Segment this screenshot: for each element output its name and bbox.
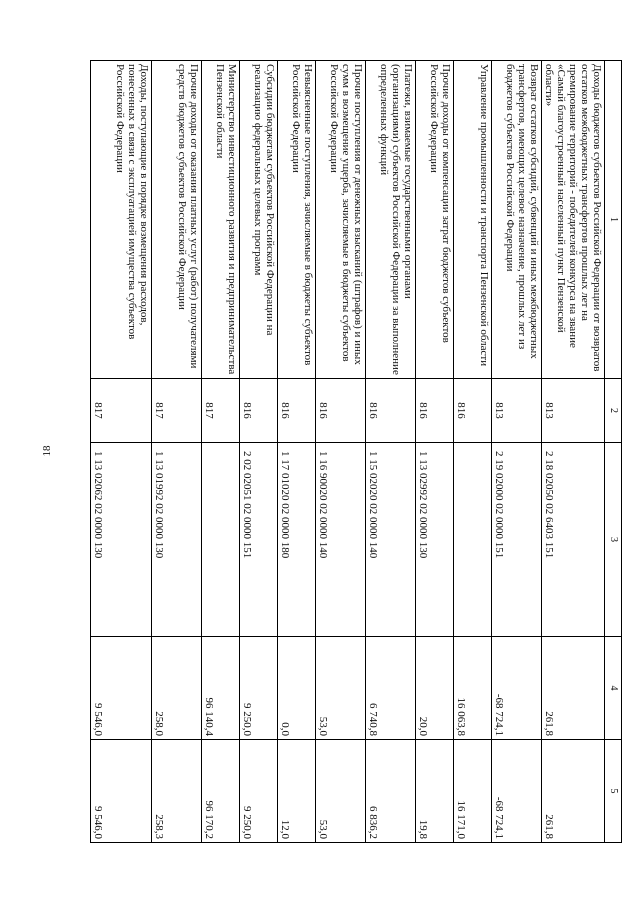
amount-col5-cell: 261,8 <box>542 740 605 843</box>
revenue-name-cell: Невыясненные поступления, зачисляемые в бюджеты субъектов Российской Федерации <box>278 61 316 379</box>
admin-code-cell: 816 <box>240 379 278 443</box>
revenue-name-cell: Министерство инвестиционного развития и предпринимательства Пензенской области <box>202 61 240 379</box>
amount-col5-cell: 96 170,2 <box>202 740 240 843</box>
amount-col5-cell: 19,8 <box>416 740 454 843</box>
amount-col5-cell: 53,0 <box>316 740 366 843</box>
table-row <box>316 61 366 843</box>
header-col-5: 5 <box>605 740 622 843</box>
header-row <box>605 61 622 843</box>
budget-code-cell: 2 18 02050 02 6403 151 <box>542 443 605 637</box>
budget-revenue-table <box>90 60 622 843</box>
table-row <box>240 61 278 843</box>
revenue-name-cell: Прочие доходы от компенсации затрат бюджетов субъектов Российской Федерации <box>416 61 454 379</box>
amount-col4-cell: 0,0 <box>278 637 316 740</box>
amount-col4-cell: 261,8 <box>542 637 605 740</box>
revenue-name-cell: Доходы, поступающие в порядке возмещения расходов, понесенных в связи с эксплуатацией имущества субъектов Российской Федерации <box>91 61 152 379</box>
table-row <box>492 61 542 843</box>
revenue-name-cell: Субсидии бюджетам субъектов Российской Федерации на реализацию федеральных целевых программ <box>240 61 278 379</box>
amount-col4-cell: 16 063,8 <box>454 637 492 740</box>
admin-code-cell: 816 <box>366 379 416 443</box>
amount-col4-cell: 6 740,8 <box>366 637 416 740</box>
amount-col4-cell: 9 546,0 <box>91 637 152 740</box>
table-row <box>91 61 152 843</box>
budget-code-cell: 1 17 01020 02 0000 180 <box>278 443 316 637</box>
amount-col5-cell: -68 724,1 <box>492 740 542 843</box>
admin-code-cell: 817 <box>91 379 152 443</box>
header-col-3: 3 <box>605 443 622 637</box>
budget-code-cell: 1 13 02992 02 0000 130 <box>416 443 454 637</box>
amount-col5-cell: 258,3 <box>152 740 202 843</box>
budget-code-cell: 1 13 02062 02 0000 130 <box>91 443 152 637</box>
amount-col4-cell: 53,0 <box>316 637 366 740</box>
amount-col5-cell: 12,0 <box>278 740 316 843</box>
admin-code-cell: 816 <box>278 379 316 443</box>
table-row <box>152 61 202 843</box>
budget-code-cell: 2 19 02000 02 0000 151 <box>492 443 542 637</box>
table-row <box>278 61 316 843</box>
amount-col5-cell: 16 171,0 <box>454 740 492 843</box>
table-row <box>202 61 240 843</box>
budget-code-cell <box>202 443 240 637</box>
amount-col4-cell: -68 724,1 <box>492 637 542 740</box>
table-row <box>454 61 492 843</box>
admin-code-cell: 817 <box>152 379 202 443</box>
admin-code-cell: 813 <box>542 379 605 443</box>
amount-col4-cell: 258,0 <box>152 637 202 740</box>
admin-code-cell: 816 <box>416 379 454 443</box>
budget-code-cell: 1 15 02020 02 0000 140 <box>366 443 416 637</box>
amount-col4-cell: 96 140,4 <box>202 637 240 740</box>
header-col-4: 4 <box>605 637 622 740</box>
amount-col5-cell: 9 250,0 <box>240 740 278 843</box>
revenue-name-cell: Возврат остатков субсидий, субвенций и иных межбюджетных трансфертов, имеющих целевое назначение, прошлых лет из бюджетов субъектов Российской Федерации <box>492 61 542 379</box>
budget-code-cell: 2 02 02051 02 0000 151 <box>240 443 278 637</box>
revenue-name-cell: Прочие доходы от оказания платных услуг (работ) получателями средств бюджетов субъектов Российской Федерации <box>152 61 202 379</box>
admin-code-cell: 816 <box>454 379 492 443</box>
revenue-name-cell: Доходы бюджетов субъектов Российской Федерации от возвратов остатков межбюджетных трансфертов прошлых лет на премирование территорий - победителей конкурса на звание «Самый благоустроенный населенный пункт Пензенской области» <box>542 61 605 379</box>
table-row <box>366 61 416 843</box>
revenue-name-cell: Прочие поступления от денежных взысканий (штрафов) и иных сумм в возмещение ущерба, зачисляемые в бюджеты субъектов Российской Федерации <box>316 61 366 379</box>
table-row <box>416 61 454 843</box>
amount-col4-cell: 20,0 <box>416 637 454 740</box>
budget-code-cell <box>454 443 492 637</box>
page-number: 18 <box>41 445 53 457</box>
budget-code-cell: 1 13 01992 02 0000 130 <box>152 443 202 637</box>
header-col-1: 1 <box>605 61 622 379</box>
amount-col5-cell: 6 836,2 <box>366 740 416 843</box>
admin-code-cell: 813 <box>492 379 542 443</box>
header-col-2: 2 <box>605 379 622 443</box>
admin-code-cell: 816 <box>316 379 366 443</box>
amount-col5-cell: 9 546,0 <box>91 740 152 843</box>
rotated-table-frame <box>90 60 622 842</box>
budget-code-cell: 1 16 90020 02 0000 140 <box>316 443 366 637</box>
table-row <box>542 61 605 843</box>
budget-table-container <box>90 60 622 842</box>
revenue-name-cell: Управление промышленности и транспорта Пензенской области <box>454 61 492 379</box>
admin-code-cell: 817 <box>202 379 240 443</box>
amount-col4-cell: 9 250,0 <box>240 637 278 740</box>
revenue-name-cell: Платежи, взимаемые государственными органами (организациями) субъектов Российской Федерации за выполнение определенных функций <box>366 61 416 379</box>
